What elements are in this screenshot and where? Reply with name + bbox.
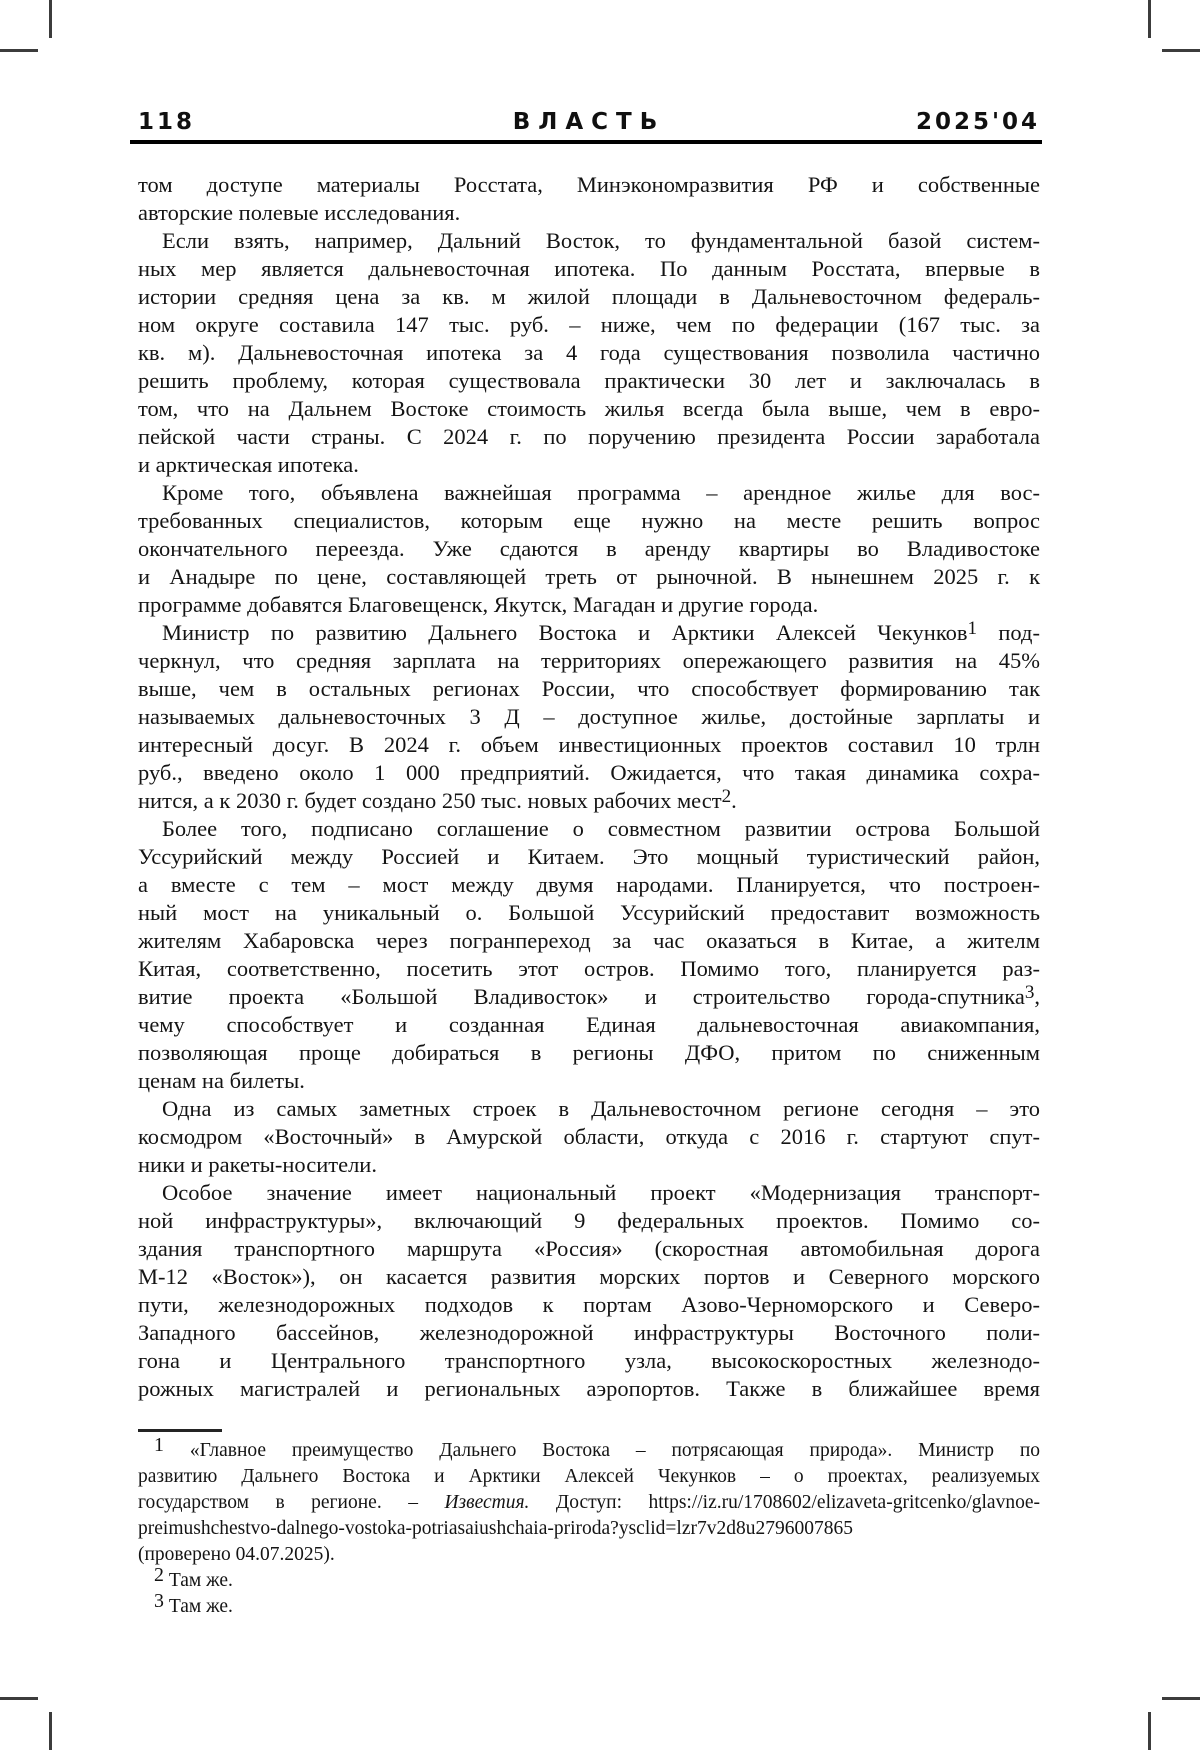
- text-line: ный мост на уникальный о. Большой Уссурийский предоставит возможность: [138, 900, 1040, 925]
- page-header: [138, 109, 1040, 139]
- text-line: авторские полевые исследования.: [138, 200, 461, 225]
- body-text: [138, 171, 1040, 1403]
- footnote-line: [138, 1464, 1040, 1490]
- text-line: космодром «Восточный» в Амурской области, откуда с 2016 г. стартуют спут-: [138, 1124, 1040, 1149]
- text-line: ном округе составила 147 тыс. руб. – ниже, чем по федерации (167 тыс. за: [138, 312, 1040, 337]
- text-line: том, что на Дальнем Востоке стоимость жилья всегда была выше, чем в евро-: [138, 396, 1040, 421]
- text-line: ценам на билеты.: [138, 1068, 305, 1093]
- journal-title: ВЛАСТЬ: [512, 109, 666, 135]
- crop-mark-bottom-right-horizontal: [1162, 1697, 1200, 1700]
- page-number: 118: [138, 109, 196, 135]
- footnote-text: (проверено 04.07.2025).: [138, 1544, 335, 1565]
- text-line: М-12 «Восток»), он касается развития морских портов и Северного морского: [138, 1264, 1040, 1289]
- crop-mark-bottom-left-horizontal: [0, 1697, 38, 1700]
- text-line: и арктическая ипотека.: [138, 452, 359, 477]
- text-line: пути, железнодорожных подходов к портам Азово-Черноморского и Северо-: [138, 1292, 1040, 1317]
- text-line: чему способствует и созданная Единая дальневосточная авиакомпания,: [138, 1012, 1040, 1037]
- text-line: нится, а к 2030 г. будет создано 250 тыс. новых рабочих мест$^2$.: [138, 786, 737, 813]
- text-line: здания транспортного маршрута «Россия» (скоростная автомобильная дорога: [138, 1236, 1040, 1261]
- text-line: Кроме того, объявлена важнейшая программа – арендное жилье для вос-: [162, 480, 1040, 505]
- footnote-line: [138, 1490, 1040, 1516]
- footnote-marker: 3: [154, 1590, 164, 1612]
- text-line: позволяющая проще добираться в регионы ДФО, притом по сниженным: [138, 1040, 1040, 1065]
- footnote-line: [138, 1590, 1040, 1620]
- footnote-text: preimushchestvo-dalnego-vostoka-potriasaiushchaia-priroda?ysclid=lzr7v2d8u2796007865: [138, 1518, 853, 1539]
- footnote-source-italic: Известия.: [444, 1492, 530, 1513]
- text-line: требованных специалистов, которым еще нужно на месте решить вопрос: [138, 508, 1040, 533]
- footnote-text: государством в регионе. –: [138, 1492, 445, 1513]
- footnote-ref: 3: [1024, 982, 1035, 1003]
- text-line: Министр по развитию Дальнего Востока и Арктики Алексей Чекунков$^1$ под-: [162, 618, 1040, 645]
- footnote-line: [138, 1434, 1041, 1464]
- text-line: интересный досуг. В 2024 г. объем инвестиционных проектов составил 10 трлн: [138, 732, 1040, 757]
- text-line: ной инфраструктуры», включающий 9 федеральных проектов. Помимо со-: [138, 1208, 1040, 1233]
- text-line: ники и ракеты-носители.: [138, 1152, 377, 1177]
- text-line: рожных магистралей и региональных аэропортов. Также в ближайшее время: [138, 1376, 1040, 1401]
- crop-mark-top-right-vertical: [1148, 0, 1151, 38]
- text-line: ных мер является дальневосточная ипотека. По данным Росстата, впервые в: [138, 256, 1040, 281]
- footnote-line: [138, 1542, 1040, 1568]
- footnote-text: развитию Дальнего Востока и Арктики Алексей Чекунков – о проектах, реализуемых: [138, 1466, 1040, 1487]
- text-line: Более того, подписано соглашение о совместном развитии острова Большой: [162, 816, 1040, 841]
- footnote-line: [138, 1564, 1040, 1594]
- text-line: решить проблему, которая существовала практически 30 лет и заключалась в: [138, 368, 1040, 393]
- footnote-text: Доступ: https://iz.ru/1708602/elizaveta-gritcenko/glavnoe-: [529, 1492, 1040, 1513]
- crop-mark-top-left-horizontal: [0, 49, 38, 52]
- text-line: том доступе материалы Росстата, Минэкономразвития РФ и собственные: [138, 172, 1040, 197]
- text-line: пейской части страны. С 2024 г. по поручению президента России заработала: [138, 424, 1040, 449]
- crop-mark-top-right-horizontal: [1162, 49, 1200, 52]
- text-line: Уссурийский между Россией и Китаем. Это мощный туристический район,: [138, 844, 1040, 869]
- text-line: и Анадыре по цене, составляющей треть от рыночной. В нынешнем 2025 г. к: [138, 564, 1040, 589]
- footnotes: [138, 1434, 1041, 1620]
- text-line: Особое значение имеет национальный проект «Модернизация транспорт-: [162, 1180, 1040, 1205]
- crop-mark-bottom-right-vertical: [1148, 1712, 1151, 1750]
- footnote-marker: 2: [154, 1564, 164, 1586]
- footnote-marker: 1: [154, 1434, 164, 1456]
- header-rule: [130, 140, 1042, 144]
- text-line: Китая, соответственно, посетить этот остров. Помимо того, планируется раз-: [138, 956, 1040, 981]
- text-line: называемых дальневосточных 3 Д – доступное жилье, достойные зарплаты и: [138, 704, 1040, 729]
- text-line: Если взять, например, Дальний Восток, то фундаментальной базой систем-: [162, 228, 1040, 253]
- footnote-ref: 2: [721, 786, 732, 807]
- issue-label: 2025'04: [915, 109, 1040, 135]
- footnote-ref: 1: [967, 618, 978, 639]
- text-line: витие проекта «Большой Владивосток» и строительство города-спутника$^3$,: [138, 982, 1040, 1009]
- text-line: руб., введено около 1 000 предприятий. Ожидается, что такая динамика сохра-: [138, 760, 1040, 785]
- text-line: черкнул, что средняя зарплата на территориях опережающего развития на 45%: [138, 648, 1040, 673]
- footnote-text: Там же.: [168, 1570, 233, 1591]
- footnote-text: Там же.: [168, 1596, 233, 1617]
- crop-mark-bottom-left-vertical: [49, 1712, 52, 1750]
- footnote-separator: [138, 1429, 222, 1432]
- text-line: а вместе с тем – мост между двумя народами. Планируется, что построен-: [138, 872, 1040, 897]
- footnote-text: «Главное преимущество Дальнего Востока – потрясающая природа». Министр по: [189, 1440, 1041, 1461]
- text-line: жителям Хабаровска через погранпереход за час оказаться в Китае, а жителм: [138, 928, 1040, 953]
- text-line: истории средняя цена за кв. м жилой площади в Дальневосточном федераль-: [138, 284, 1040, 309]
- text-line: окончательного переезда. Уже сдаются в аренду квартиры во Владивостоке: [138, 536, 1040, 561]
- text-line: выше, чем в остальных регионах России, что способствует формированию так: [138, 676, 1040, 701]
- crop-mark-top-left-vertical: [49, 0, 52, 38]
- text-line: программе добавятся Благовещенск, Якутск, Магадан и другие города.: [138, 592, 819, 617]
- text-line: Западного бассейнов, железнодорожной инфраструктуры Восточного поли-: [138, 1320, 1040, 1345]
- text-line: гона и Центрального транспортного узла, высокоскоростных железнодо-: [138, 1348, 1040, 1373]
- text-line: Одна из самых заметных строек в Дальневосточном регионе сегодня – это: [162, 1096, 1040, 1121]
- text-line: кв. м). Дальневосточная ипотека за 4 года существования позволила частично: [138, 340, 1040, 365]
- footnote-line: [138, 1516, 1040, 1542]
